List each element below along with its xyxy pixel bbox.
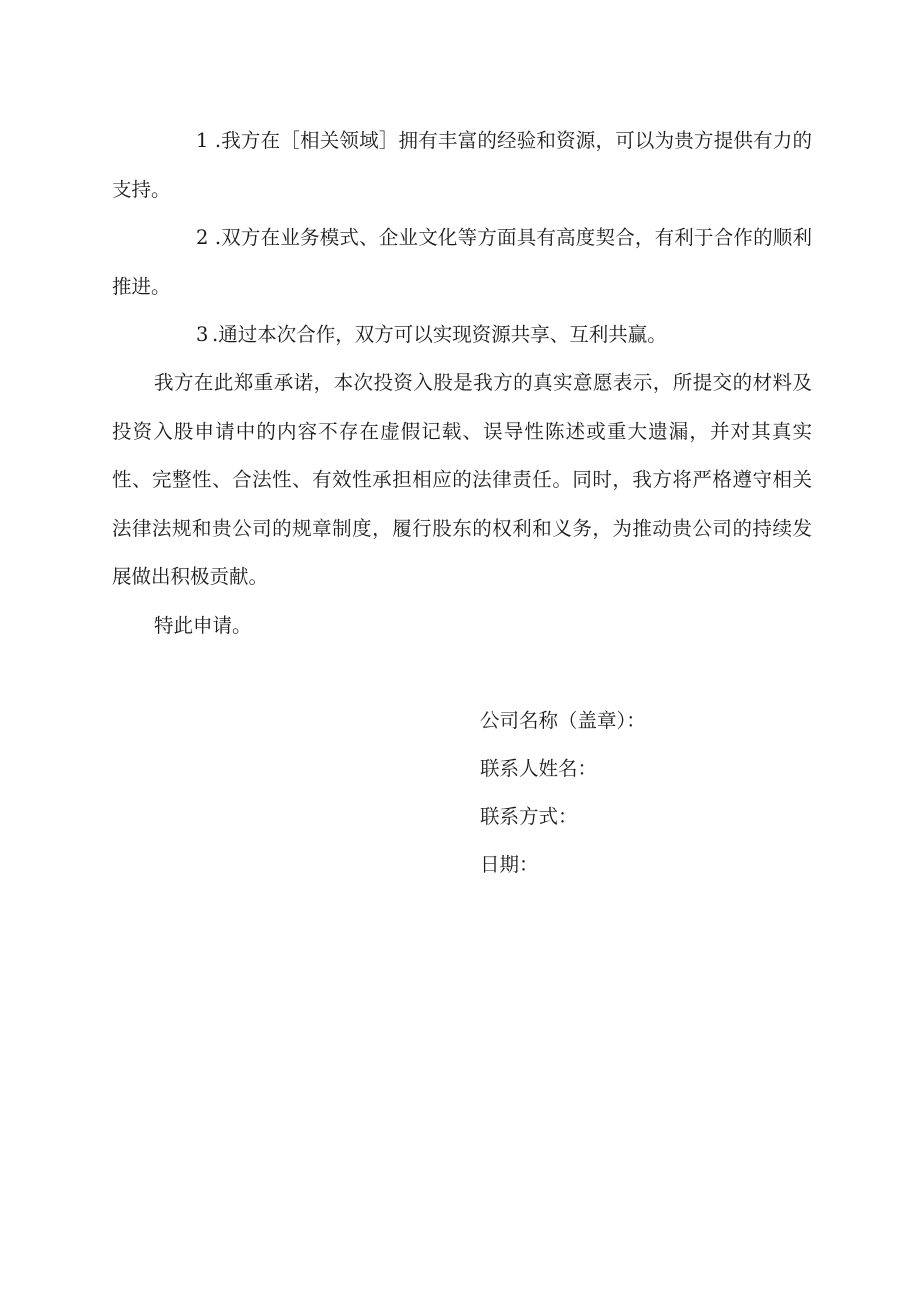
point-1-text: .我方在［相关领域］拥有丰富的经验和资源，可以为贵方提供有力的支持。	[112, 129, 812, 201]
signature-contact-name: 联系人姓名：	[480, 757, 598, 780]
signature-company: 公司名称（盖章）：	[480, 709, 646, 732]
point-2	[112, 214, 812, 311]
point-3-number: 3	[196, 323, 209, 346]
signature-date: 日期：	[480, 853, 539, 876]
commitment-paragraph: 我方在此郑重承诺，本次投资入股是我方的真实意愿表示，所提交的材料及投资入股申请中的内容不存在虚假记载、误导性陈述或重大遗漏，并对其真实性、完整性、合法性、有效性承担相应的法律责任。同时，我方将严格遵守相关法律法规和贵公司的规章制度，履行股东的权利和义务，为推动贵公司的持续发展做出积极贡献。	[112, 371, 812, 588]
closing-line: 特此申请。	[154, 614, 252, 637]
point-2-text: .双方在业务模式、企业文化等方面具有高度契合，有利于合作的顺利推进。	[112, 226, 812, 298]
point-3-text: .通过本次合作，双方可以实现资源共享、互利共赢。	[212, 323, 667, 346]
point-1-number: 1	[196, 129, 209, 152]
point-3	[112, 311, 812, 360]
point-2-number: 2	[196, 226, 209, 249]
point-1	[112, 117, 812, 214]
signature-contact-method: 联系方式：	[480, 805, 578, 828]
